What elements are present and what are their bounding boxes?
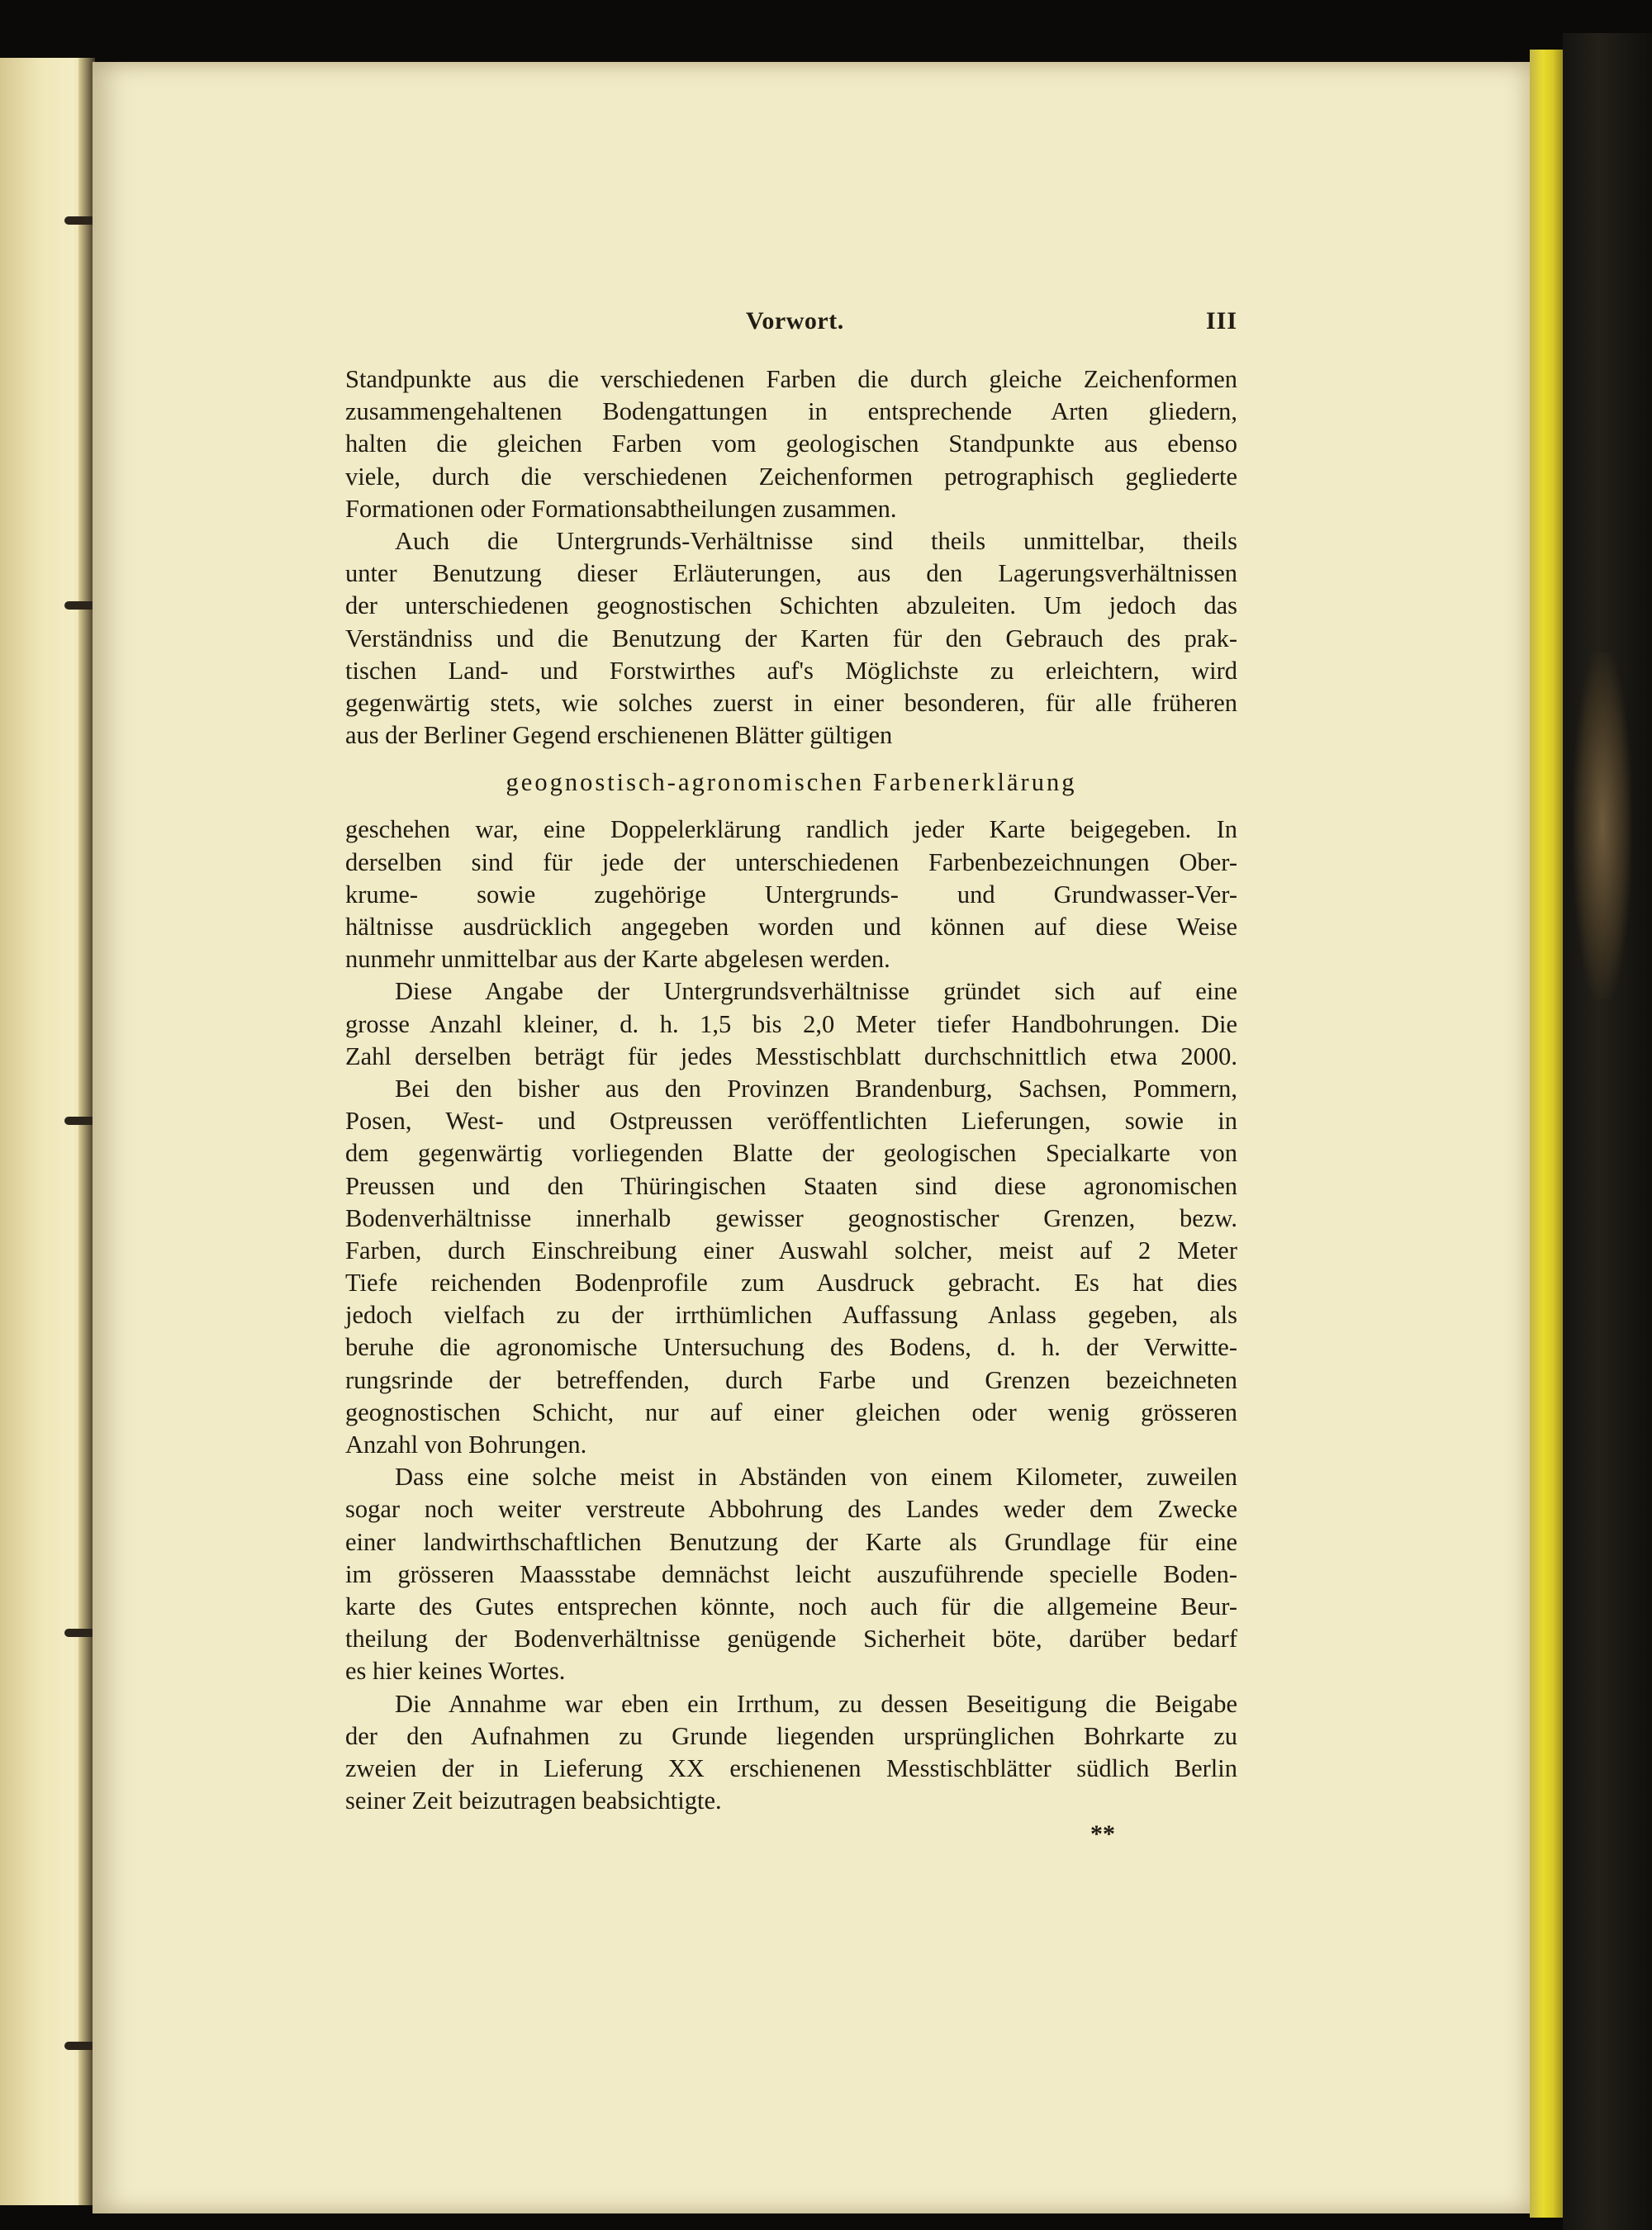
text-line: Bodenverhältnisse innerhalb gewisser geognostischer Grenzen, bezw.	[345, 1203, 1237, 1232]
text-line: jedoch vielfach zu der irrthümlichen Auffassung Anlass gegeben, als	[345, 1301, 1237, 1330]
text-line: einer landwirthschaftlichen Benutzung der Karte als Grundlage für eine	[345, 1527, 1237, 1556]
text-line: karte des Gutes entsprechen könnte, noch auch für die allgemeine Beur-	[345, 1592, 1237, 1620]
text-line: krume- sowie zugehörige Untergrunds- und Grundwasser-Ver-	[345, 880, 1237, 909]
text-line: der unterschiedenen geognostischen Schichten abzuleiten. Um jedoch das	[345, 591, 1237, 620]
cover-wear	[1574, 652, 1631, 999]
text-line: Standpunkte aus die verschiedenen Farben die durch gleiche Zeichenformen	[345, 365, 1237, 393]
text-line: beruhe die agronomische Untersuchung des Bodens, d. h. der Verwitte-	[345, 1333, 1237, 1362]
text-line: Tiefe reichenden Bodenprofile zum Ausdruck gebracht. Es hat dies	[345, 1269, 1237, 1298]
text-line: Anzahl von Bohrungen.	[345, 1431, 587, 1459]
text-line: Posen, West- und Ostpreussen veröffentlichten Lieferungen, sowie in	[345, 1107, 1237, 1136]
page-edges	[1530, 50, 1563, 2218]
text-line: hältnisse ausdrücklich angegeben worden und können auf diese Weise	[345, 913, 1237, 941]
text-line: Verständniss und die Benutzung der Karten für den Gebrauch des prak-	[345, 624, 1237, 652]
text-line: unter Benutzung dieser Erläuterungen, aus den Lagerungsverhältnissen	[345, 559, 1237, 588]
text-line: zweien der in Lieferung XX erschienenen Messtischblätter südlich Berlin	[345, 1753, 1237, 1782]
text-line: Diese Angabe der Untergrundsverhältnisse gründet sich auf eine	[395, 977, 1237, 1006]
text-line: Formationen oder Formationsabtheilungen zusammen.	[345, 494, 897, 523]
text-line: Auch die Untergrunds-Verhältnisse sind theils unmittelbar, theils	[395, 526, 1237, 555]
book-cover	[1563, 33, 1652, 2230]
text-line: geognostischen Schicht, nur auf einer gleichen oder wenig grösseren	[345, 1397, 1237, 1426]
text-line: Zahl derselben beträgt für jedes Messtischblatt durchschnittlich etwa 2000.	[345, 1041, 1237, 1070]
header-title: Vorwort.	[746, 307, 844, 334]
text-line: theilung der Bodenverhältnisse genügende Sicherheit böte, darüber bedarf	[345, 1625, 1237, 1654]
text-line: es hier keines Wortes.	[345, 1657, 566, 1686]
body-text	[345, 363, 1237, 1817]
text-line: aus der Berliner Gegend erschienenen Blätter gültigen	[345, 721, 893, 750]
text-line: Preussen und den Thüringischen Staaten sind diese agronomischen	[345, 1171, 1237, 1200]
text-line: derselben sind für jede der unterschiedenen Farbenbezeichnungen Ober-	[345, 847, 1237, 876]
page-number: III	[1205, 307, 1237, 334]
text-line: Die Annahme war eben ein Irrthum, zu dessen Beseitigung die Beigabe	[395, 1689, 1237, 1718]
text-line: grosse Anzahl kleiner, d. h. 1,5 bis 2,0 Meter tiefer Handbohrungen. Die	[345, 1009, 1237, 1038]
centered-term: geognostisch-agronomischen Farbenerklärung	[506, 768, 1077, 797]
text-line: dem gegenwärtig vorliegenden Blatte der geologischen Specialkarte von	[345, 1139, 1237, 1168]
text-line: seiner Zeit beizutragen beabsichtigte.	[345, 1786, 722, 1815]
text-line: im grösseren Maassstabe demnächst leicht auszuführende specielle Boden-	[345, 1559, 1237, 1588]
text-line: Bei den bisher aus den Provinzen Brandenburg, Sachsen, Pommern,	[395, 1074, 1237, 1103]
text-line: nunmehr unmittelbar aus der Karte abgelesen werden.	[345, 945, 890, 974]
left-page	[0, 58, 91, 2205]
text-line: der den Aufnahmen zu Grunde liegenden ursprünglichen Bohrkarte zu	[345, 1721, 1237, 1750]
text-line: zusammengehaltenen Bodengattungen in entsprechende Arten gliedern,	[345, 397, 1237, 426]
text-line: halten die gleichen Farben vom geologischen Standpunkte aus ebenso	[345, 429, 1237, 458]
text-line: Dass eine solche meist in Abständen von einem Kilometer, zuweilen	[395, 1463, 1237, 1492]
text-line: gegenwärtig stets, wie solches zuerst in einer besonderen, für alle früheren	[345, 688, 1237, 717]
text-line: rungsrinde der betreffenden, durch Farbe und Grenzen bezeichneten	[345, 1365, 1237, 1394]
running-header	[345, 306, 1237, 342]
text-line: geschehen war, eine Doppelerklärung randlich jeder Karte beigegeben. In	[345, 815, 1237, 844]
text-line: sogar noch weiter verstreute Abbohrung des Landes weder dem Zwecke	[345, 1495, 1237, 1524]
text-line: tischen Land- und Forstwirthes auf's Möglichste zu erleichtern, wird	[345, 656, 1237, 685]
text-line: viele, durch die verschiedenen Zeichenformen petrographisch gegliederte	[345, 462, 1237, 491]
text-line: Farben, durch Einschreibung einer Auswahl solcher, meist auf 2 Meter	[345, 1236, 1237, 1264]
signature-mark: **	[1090, 1820, 1115, 1848]
